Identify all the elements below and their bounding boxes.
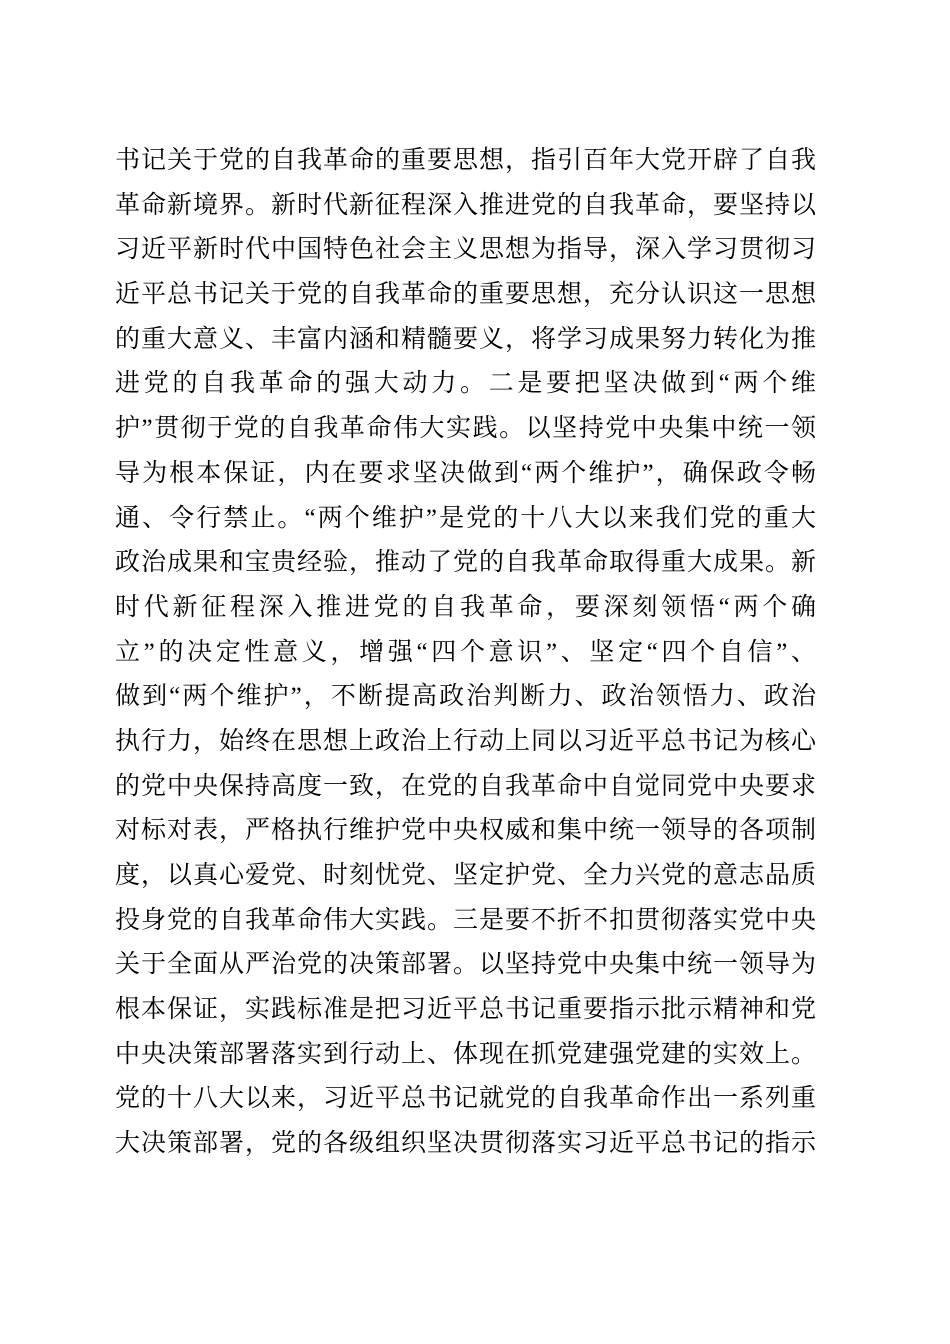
text-line: 政治成果和宝贵经验，推动了党的自我革命取得重大成果。新	[115, 549, 816, 577]
text-line: 通、令行禁止。“两个维护”是党的十八大以来我们党的重大	[115, 504, 816, 532]
text-line: 根本保证，实践标准是把习近平总书记重要指示批示精神和党	[115, 996, 816, 1024]
text-line: 近平总书记关于党的自我革命的重要思想，充分认识这一思想	[115, 281, 816, 309]
text-line: 革命新境界。新时代新征程深入推进党的自我革命，要坚持以	[115, 191, 816, 219]
text-line: 关于全面从严治党的决策部署。以坚持党中央集中统一领导为	[115, 951, 816, 979]
text-line: 书记关于党的自我革命的重要思想，指引百年大党开辟了自我	[115, 147, 816, 174]
text-line: 中央决策部署落实到行动上、体现在抓党建强党建的实效上。	[115, 1040, 816, 1068]
text-line: 的党中央保持高度一致，在党的自我革命中自觉同党中央要求	[115, 772, 816, 800]
text-line: 护”贯彻于党的自我革命伟大实践。以坚持党中央集中统一领	[115, 415, 816, 443]
text-line: 导为根本保证，内在要求坚决做到“两个维护”，确保政令畅	[115, 459, 816, 487]
text-line: 进党的自我革命的强大动力。二是要把坚决做到“两个维	[115, 370, 816, 398]
paragraph-body	[115, 139, 816, 1167]
text-line: 习近平新时代中国特色社会主义思想为指导，深入学习贯彻习	[115, 236, 816, 264]
text-line: 对标对表，严格执行维护党中央权威和集中统一领导的各项制	[115, 817, 816, 845]
text-line: 投身党的自我革命伟大实践。三是要不折不扣贯彻落实党中央	[115, 906, 816, 934]
text-line: 时代新征程深入推进党的自我革命，要深刻领悟“两个确	[115, 593, 816, 621]
text-line: 立”的决定性意义，增强“四个意识”、坚定“四个自信”、	[115, 638, 816, 666]
text-line: 执行力，始终在思想上政治上行动上同以习近平总书记为核心	[115, 727, 816, 755]
text-line: 党的十八大以来，习近平总书记就党的自我革命作出一系列重	[115, 1085, 816, 1113]
text-line: 大决策部署，党的各级组织坚决贯彻落实习近平总书记的指示	[115, 1130, 816, 1158]
text-line: 的重大意义、丰富内涵和精髓要义，将学习成果努力转化为推	[115, 325, 816, 353]
text-line: 做到“两个维护”，不断提高政治判断力、政治领悟力、政治	[115, 683, 816, 711]
text-line: 度，以真心爱党、时刻忧党、坚定护党、全力兴党的意志品质	[115, 862, 816, 889]
